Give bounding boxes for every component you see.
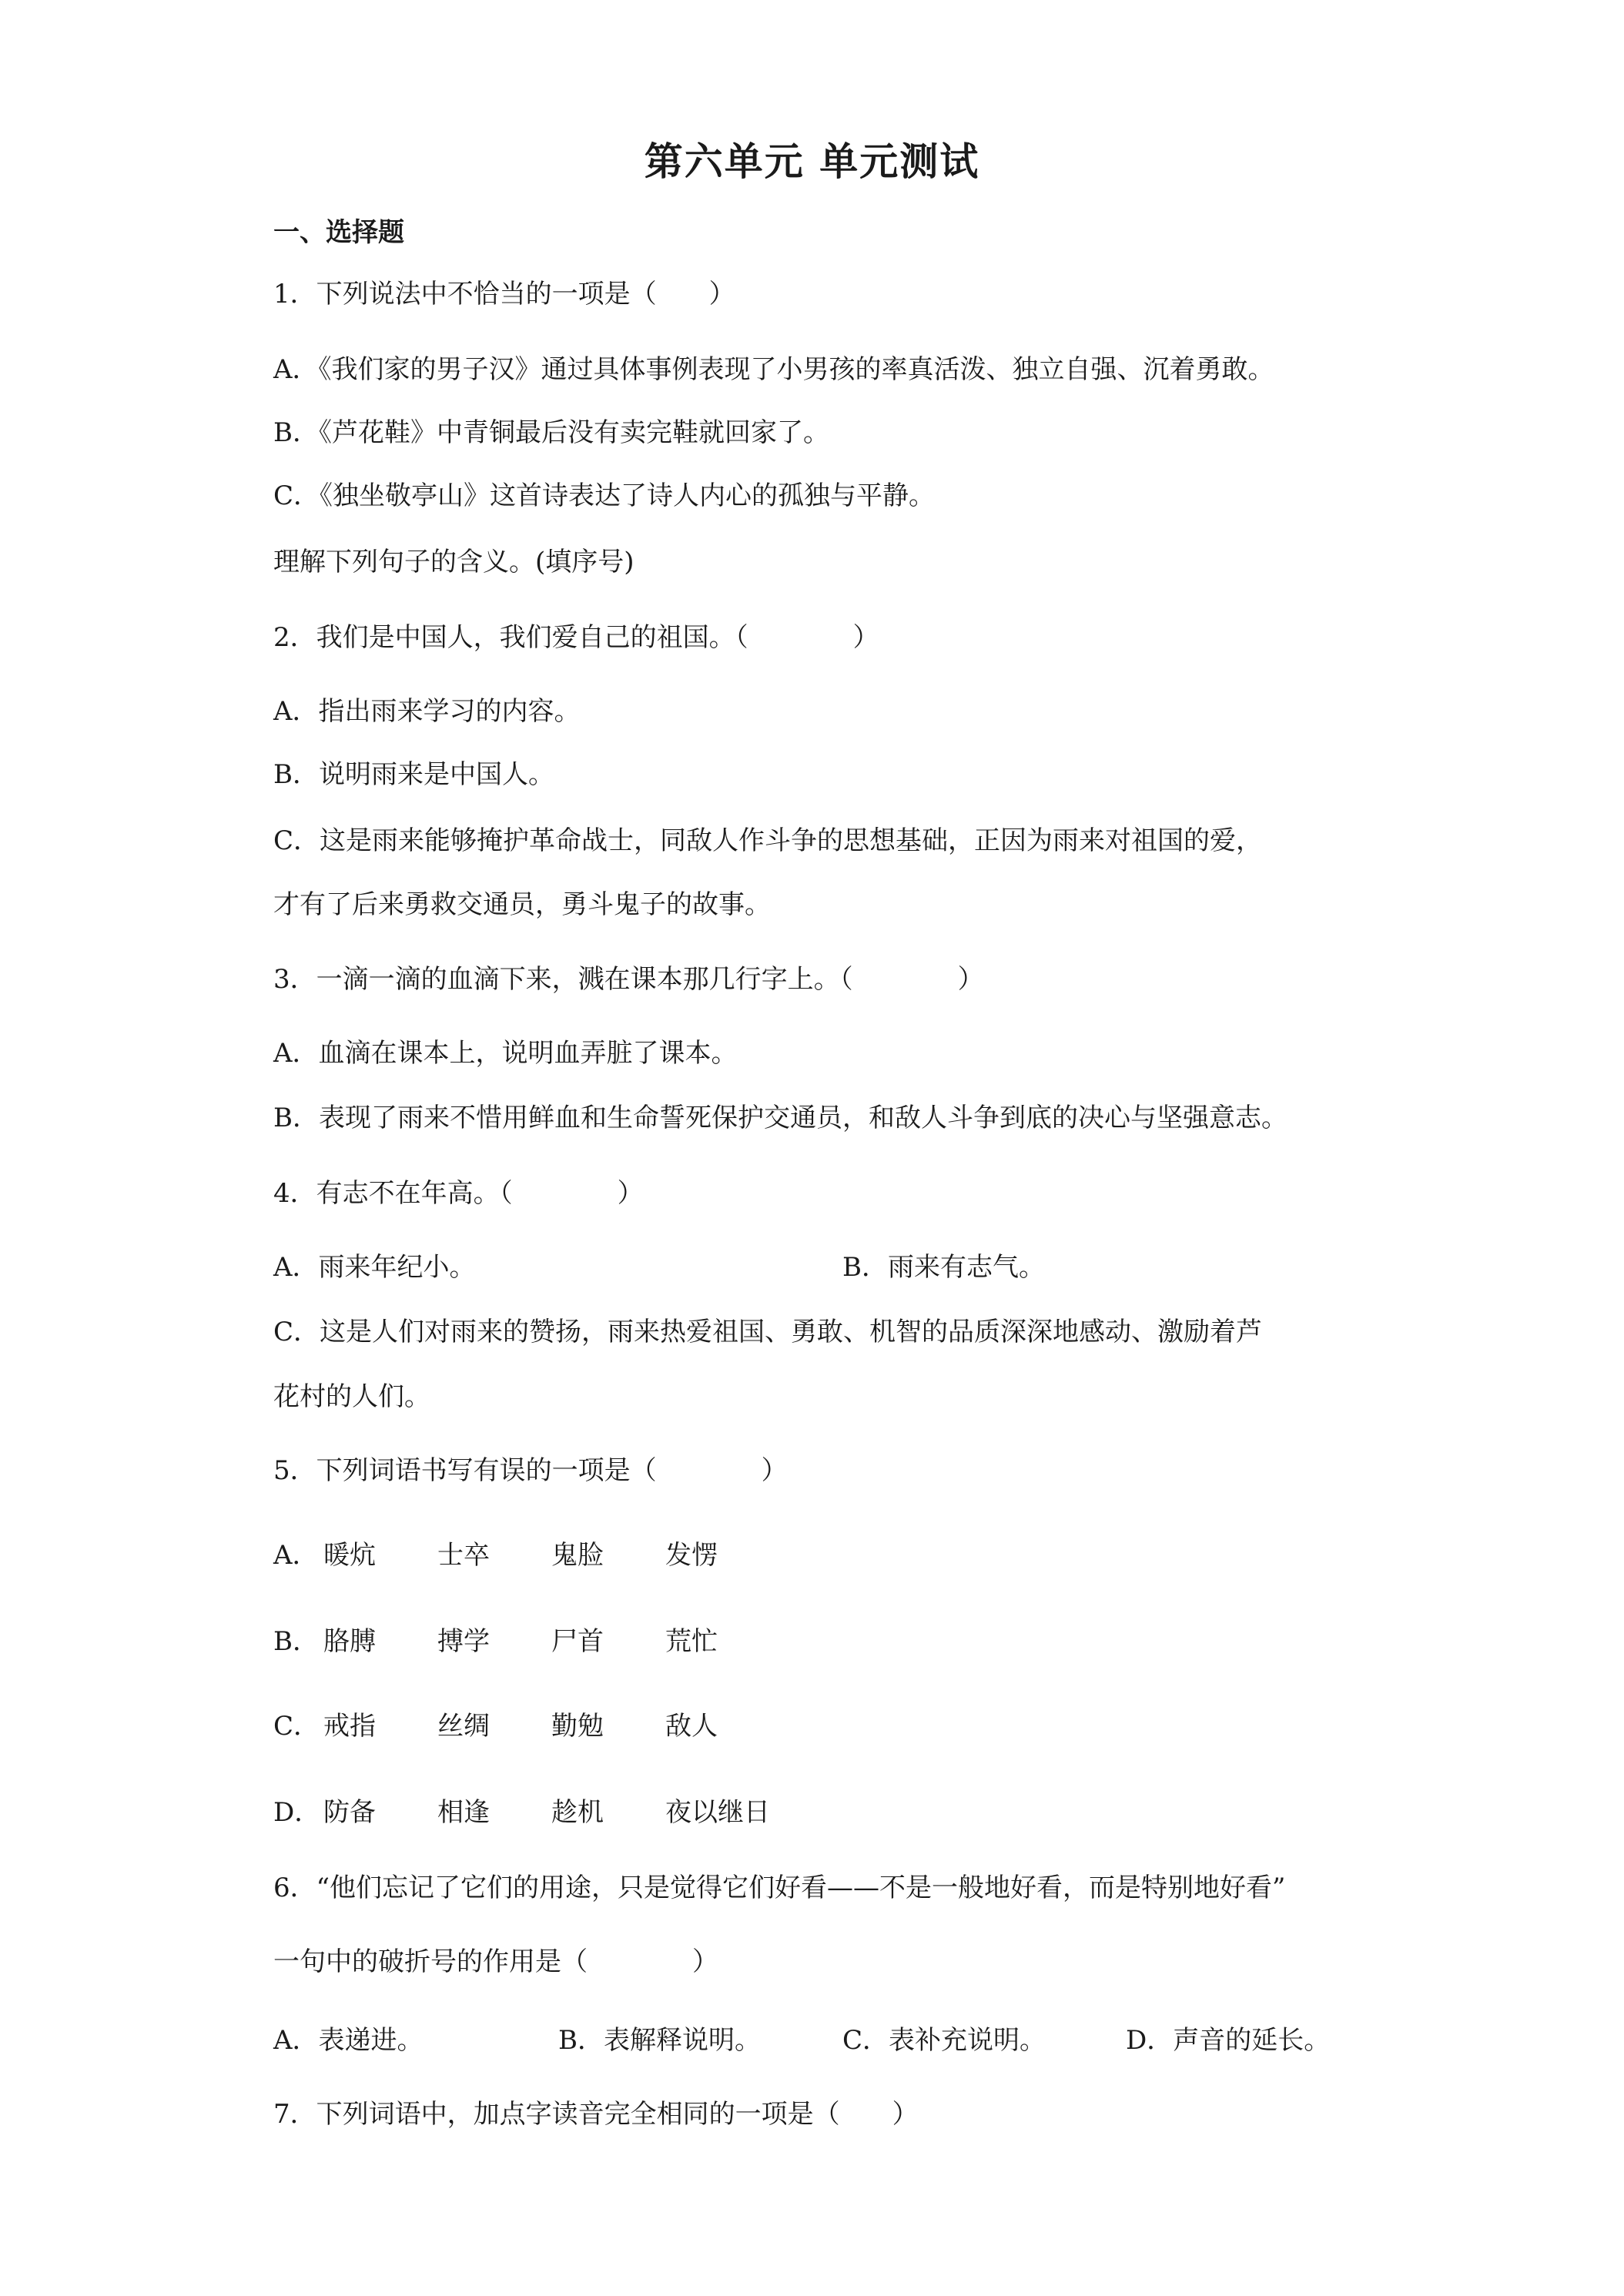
question-6-option-a: A．表递进。 (273, 2025, 424, 2056)
question-2-option-c-line1: C．这是雨来能够掩护革命战士，同敌人作斗争的思想基础，正因为雨来对祖国的爱， (273, 825, 1263, 856)
option-label: D． (273, 1797, 321, 1828)
option-word: 相逢 (437, 1797, 490, 1828)
option-label: A． (273, 1540, 319, 1571)
question-1-stem: 1．下列说法中不恰当的一项是（ ） (273, 279, 735, 310)
question-2-option-b: B．说明雨来是中国人。 (273, 759, 554, 790)
option-word: 鬼脸 (551, 1540, 604, 1571)
option-label: C． (273, 1711, 320, 1742)
option-word: 夜以继日 (665, 1797, 770, 1828)
question-6-option-d: D．声音的延长。 (1126, 2025, 1331, 2056)
question-1-option-a: A．《我们家的男子汉》通过具体事例表现了小男孩的率真活泼、独立自强、沉着勇敢。 (273, 354, 1274, 385)
option-word: 丝绸 (437, 1711, 490, 1742)
option-word: 发愣 (665, 1540, 718, 1571)
question-1-option-c: C．《独坐敬亭山》这首诗表达了诗人内心的孤独与平静。 (273, 480, 936, 511)
option-word: 尸首 (551, 1626, 604, 1657)
option-word: 搏学 (437, 1626, 490, 1657)
instruction-text: 理解下列句子的含义。(填序号) (273, 547, 635, 577)
question-6-stem-line2: 一句中的破折号的作用是（ ） (273, 1946, 718, 1977)
section-heading-choice: 一、选择题 (273, 217, 404, 248)
option-word: 暖炕 (323, 1540, 376, 1571)
option-word: 防备 (323, 1797, 376, 1828)
option-word: 勤勉 (551, 1711, 604, 1742)
page-title: 第六单元 单元测试 (644, 139, 980, 184)
option-word: 士卒 (437, 1540, 490, 1571)
question-4-option-c-line1: C．这是人们对雨来的赞扬，雨来热爱祖国、勇敢、机智的品质深深地感动、激励着芦 (273, 1317, 1263, 1347)
question-7-stem: 7．下列词语中，加点字读音完全相同的一项是（ ） (273, 2099, 919, 2130)
option-word: 胳膊 (323, 1626, 376, 1657)
question-4-option-a: A．雨来年纪小。 (273, 1252, 476, 1283)
question-3-option-b: B．表现了雨来不惜用鲜血和生命誓死保护交通员，和敌人斗争到底的决心与坚强意志。 (273, 1103, 1287, 1133)
question-4-stem: 4．有志不在年高。（ ） (273, 1178, 644, 1209)
question-4-option-b: B．雨来有志气。 (842, 1252, 1045, 1283)
question-6-stem-line1: 6．“他们忘记了它们的用途，只是觉得它们好看——不是一般地好看，而是特别地好看” (273, 1873, 1286, 1903)
question-3-option-a: A．血滴在课本上，说明血弄脏了课本。 (273, 1038, 738, 1069)
question-6-option-c: C．表补充说明。 (842, 2025, 1046, 2056)
question-2-stem: 2．我们是中国人，我们爱自己的祖国。（ ） (273, 622, 879, 653)
question-5-stem: 5．下列词语书写有误的一项是（ ） (273, 1455, 788, 1486)
option-word: 敌人 (665, 1711, 718, 1742)
option-word: 戒指 (323, 1711, 376, 1742)
question-1-option-b: B．《芦花鞋》中青铜最后没有卖完鞋就回家了。 (273, 417, 829, 448)
option-word: 趁机 (551, 1797, 604, 1828)
question-6-option-b: B．表解释说明。 (558, 2025, 761, 2056)
question-3-stem: 3．一滴一滴的血滴下来，溅在课本那几行字上。（ ） (273, 964, 984, 995)
option-label: B． (273, 1626, 319, 1657)
question-2-option-a: A．指出雨来学习的内容。 (273, 696, 581, 727)
question-2-option-c-line2: 才有了后来勇救交通员，勇斗鬼子的故事。 (273, 889, 771, 920)
question-4-option-c-line2: 花村的人们。 (273, 1381, 430, 1412)
option-word: 荒忙 (665, 1626, 718, 1657)
